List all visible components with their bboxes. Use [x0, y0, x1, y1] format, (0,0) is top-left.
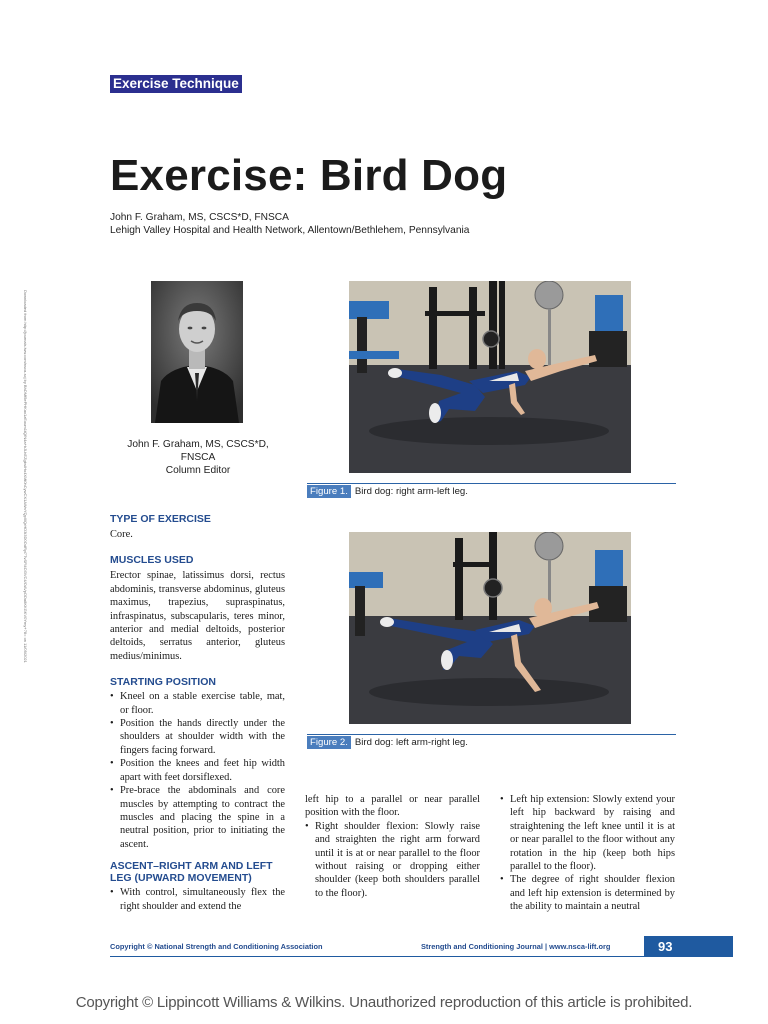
list-item: • The degree of right shoulder flexion and left hip extension is determined by the ability to maintain a neutral [500, 873, 675, 913]
figure-2-image [349, 532, 631, 724]
figure-1-photo [349, 281, 631, 473]
figure-1-image [349, 281, 631, 473]
editor-caption [108, 438, 288, 477]
figure-1-rule [307, 483, 676, 484]
editor-name-line1: John F. Graham, MS, CSCS*D, [127, 439, 269, 450]
section-tag: Exercise Technique [110, 75, 242, 93]
column-1 [110, 513, 285, 913]
footer-journal: Strength and Conditioning Journal | www.nsca-lift.org [421, 942, 611, 951]
starting-list [110, 690, 285, 851]
list-item: • With control, simultaneously flex the right shoulder and extend the [110, 886, 285, 913]
figure-1-caption-text: Bird dog: right arm-left leg. [354, 486, 468, 497]
list-item: • Left hip extension: Slowly extend your left hip backward by raising and straightening the left knee until it is at or near parallel to the floor without any rotation in the hip (keep both hips parallel to the floor). [500, 793, 675, 873]
figure-2-caption-text: Bird dog: left arm-right leg. [354, 737, 468, 748]
figure-2-label: Figure 2. [307, 736, 351, 749]
page-number: 93 [644, 936, 733, 957]
affiliation: Lehigh Valley Hospital and Health Network, Allentown/Bethlehem, Pennsylvania [110, 225, 470, 236]
col2-list [305, 820, 480, 900]
article-title: Exercise: Bird Dog [110, 151, 508, 200]
footer-rule [110, 956, 644, 957]
download-note-text: Downloaded from http://journals.lww.com/nsca-scj by BhDMf5ePHKav1zEoum1tQfN4a+kJLhEZgbsIHo4XMi0hCywCX1AWnYQp/IlQrHD3i3D0OdRyi7TvSFl4Cf3VC4/OAVpDDa8KKGKV0Ymy+78= on 11/09/2021 [23, 290, 28, 663]
publisher-copyright: Copyright © Lippincott Williams & Wilkins. Unauthorized reproduction of this article is prohibited. [75, 994, 693, 1011]
column-3 [500, 793, 675, 914]
download-note [18, 290, 30, 730]
editor-role: Column Editor [165, 465, 231, 476]
column-2 [305, 793, 480, 900]
ascent-list [110, 886, 285, 913]
type-heading: TYPE OF EXERCISE [110, 513, 211, 525]
ascent-heading: ASCENT–RIGHT ARM AND LEFT LEG (UPWARD MOVEMENT) [110, 860, 273, 885]
figure-2-rule [307, 734, 676, 735]
starting-heading: STARTING POSITION [110, 676, 216, 689]
author-line: John F. Graham, MS, CSCS*D, FNSCA [110, 212, 289, 223]
continuation-text: left hip to a parallel or near parallel position with the floor. [305, 794, 480, 819]
list-item: • Position the knees and feet hip width apart with feet dorsiflexed. [110, 757, 285, 784]
muscles-text: Erector spinae, latissimus dorsi, rectus abdominis, transverse abdominus, gluteus maximus, trapezius, supraspinatus, infraspinatus, subscapularis, teres minor, anterior and medial deltoids, posterior deltoids, serratus anterior, gluteus medius/minimus. [110, 570, 285, 662]
list-item: • Pre-brace the abdominals and core muscles by attempting to contract the muscles and placing the spine in a neutral position, prior to initiating the ascent. [110, 784, 285, 851]
editor-portrait [151, 281, 243, 423]
footer-copyright: Copyright © National Strength and Conditioning Association [110, 942, 323, 951]
author-block [110, 211, 469, 237]
editor-name-line2: FNSCA [180, 452, 216, 463]
figure-2-caption [307, 736, 468, 750]
figure-2-photo [349, 532, 631, 724]
muscles-heading: MUSCLES USED [110, 554, 194, 567]
portrait-image [151, 281, 243, 423]
figure-1-label: Figure 1. [307, 485, 351, 498]
list-item: • Right shoulder flexion: Slowly raise and straighten the right arm forward until it is at or near parallel to the floor without raising or dropping either shoulder (keep both shoulders parallel to the floor). [305, 820, 480, 900]
col3-list [500, 793, 675, 914]
list-item: • Kneel on a stable exercise table, mat, or floor. [110, 690, 285, 717]
figure-1-caption [307, 485, 468, 499]
list-item: • Position the hands directly under the shoulders at shoulder width with the fingers facing forward. [110, 717, 285, 757]
type-text: Core. [110, 529, 133, 540]
